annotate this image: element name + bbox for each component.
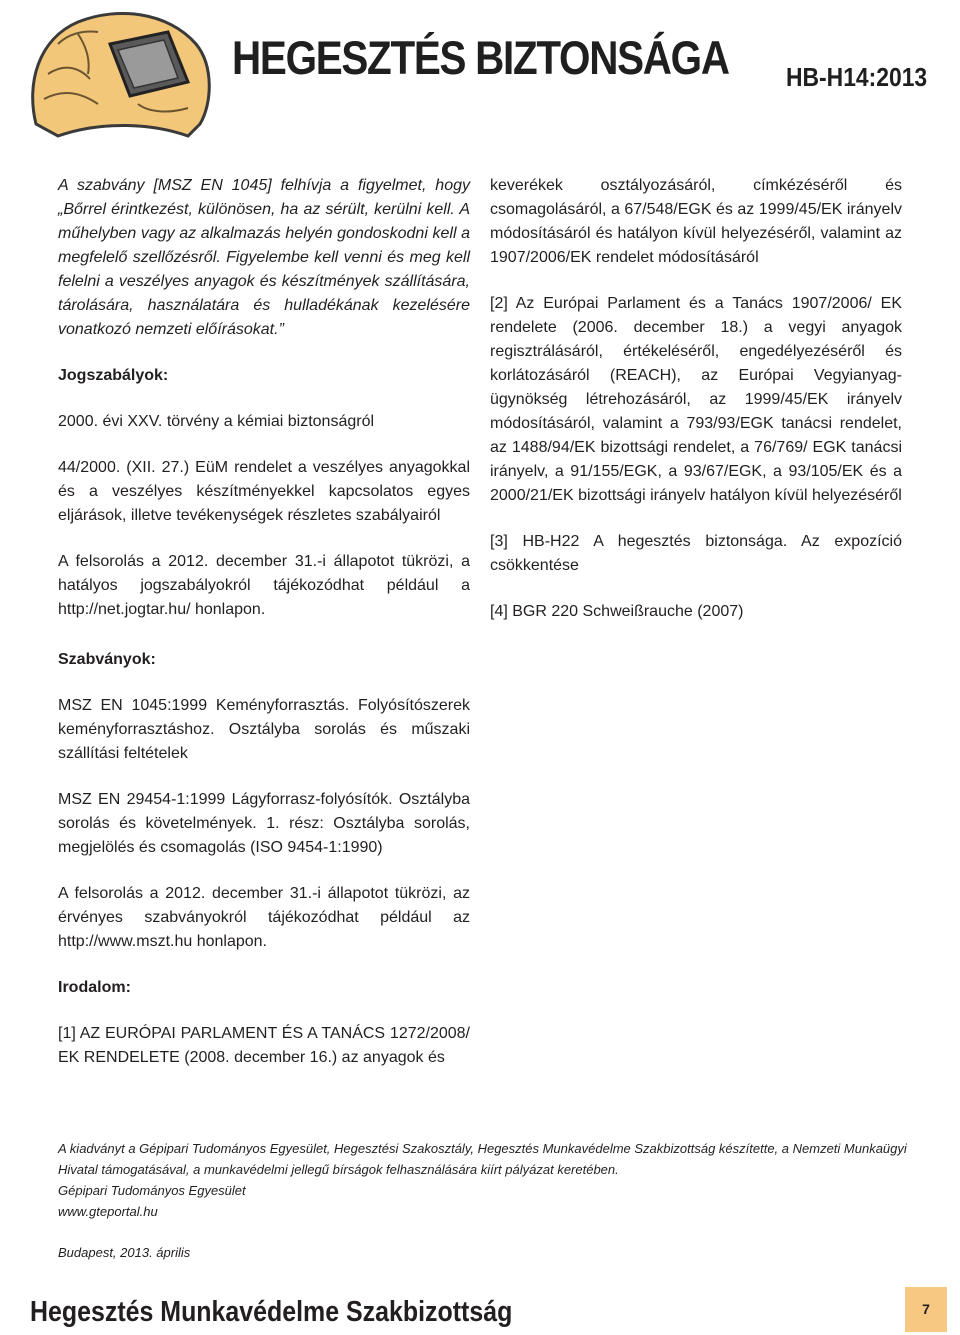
page-number: 7 xyxy=(905,1287,947,1332)
organization-name: Gépipari Tudományos Egyesület xyxy=(58,1183,246,1198)
literature-item: [4] BGR 220 Schweißrauche (2007) xyxy=(490,603,744,620)
literature-item: [2] Az Európai Parlament és a Tanács 1907/2006/ EK rendelete (2006. december 18.) a vegyi anyagok regisztrálásáról, értékeléséről, engedélyezéséről és korlátozásáról (REACH), az Európai Vegyianyag-ügynökség létrehozásáról, az 1999/45/EK irányelv módosításáról, valamint a 793/93/EGK tanácsi rendelet, az 1488/94/EK bizottsági rendelet, a 76/769/ EGK tanácsi irányelv, a 91/155/EGK, a 93/67/EGK, a 93/105/EK és a 2000/21/EK bizottsági irányelv hatályon kívül helyezéséről xyxy=(490,295,902,504)
publication-date: Budapest, 2013. április xyxy=(58,1245,191,1260)
left-column xyxy=(58,174,470,1070)
right-column xyxy=(490,174,902,624)
page-title: HEGESZTÉS BIZTONSÁGA xyxy=(232,31,729,84)
footer-credits xyxy=(58,1138,908,1263)
committee-name: Hegesztés Munkavédelme Szakbizottság xyxy=(30,1296,513,1328)
laws-heading: Jogszabályok: xyxy=(58,367,169,384)
law-item: 2000. évi XXV. törvény a kémiai biztonságról xyxy=(58,413,375,430)
standard-note: A felsorolás a 2012. december 31.-i állapotot tükrözi, az érvényes szabványokról tájékozódhat például az http://www.mszt.hu honlapon. xyxy=(58,885,470,950)
law-item: 44/2000. (XII. 27.) EüM rendelet a veszélyes anyagokkal és a veszélyes készítményekkel kapcsolatos egyes eljárások, illetve tevékenységek részletes szabályairól xyxy=(58,459,470,524)
literature-item: [1] AZ EURÓPAI PARLAMENT ÉS A TANÁCS 1272/2008/ EK RENDELETE (2008. december 16.) az anyagok és xyxy=(58,1025,470,1066)
intro-quote: A szabvány [MSZ EN 1045] felhívja a figyelmet, hogy „Bőrrel érintkezést, különösen, ha az sérült, kerülni kell. A műhelyben vagy az alkalmazás helyén gondoskodni kell a megfelelő szellőzésről. Figyelembe kell venni és meg kell felelni a veszélyes anyagok és készítmények szállítására, tárolására, használatára és hulladékának kezelésére vonatkozó nemzeti előírásokat.” xyxy=(58,177,470,338)
standard-item: MSZ EN 1045:1999 Keményforrasztás. Folyósítószerek keményforrasztáshoz. Osztályba sorolás és műszaki szállítási feltételek xyxy=(58,697,470,762)
law-note: A felsorolás a 2012. december 31.-i állapotot tükrözi, a hatályos jogszabályokról tájékozódhat például a http://net.jogtar.hu/ honlapon. xyxy=(58,553,470,618)
literature-item: [3] HB-H22 A hegesztés biztonsága. Az expozíció csökkentése xyxy=(490,533,902,574)
literature-heading: Irodalom: xyxy=(58,979,131,996)
document-code: HB-H14:2013 xyxy=(786,62,928,92)
welding-helmet-icon xyxy=(18,4,218,154)
credit-text: A kiadványt a Gépipari Tudományos Egyesület, Hegesztési Szakosztály, Hegesztés Munkavédelme Szakbizottság készítette, a Nemzeti Munkaügyi Hivatal támogatásával, a munkavédelmi jellegű bírságok felhasználására kiírt pályázat keretében. xyxy=(58,1141,907,1177)
standards-heading: Szabványok: xyxy=(58,651,156,668)
literature-item-continued: keverékek osztályozásáról, címkézéséről és csomagolásáról, a 67/548/EGK és az 1999/45/EK irányelv módosításáról és hatályon kívül helyezéséről, valamint az 1907/2006/EK rendelet módosításáról xyxy=(490,177,902,266)
website-link[interactable]: www.gteportal.hu xyxy=(58,1204,158,1219)
standard-item: MSZ EN 29454-1:1999 Lágyforrasz-folyósítók. Osztályba sorolás és követelmények. 1. rész: Osztályba sorolás, megjelölés és csomagolás (ISO 9454-1:1990) xyxy=(58,791,470,856)
